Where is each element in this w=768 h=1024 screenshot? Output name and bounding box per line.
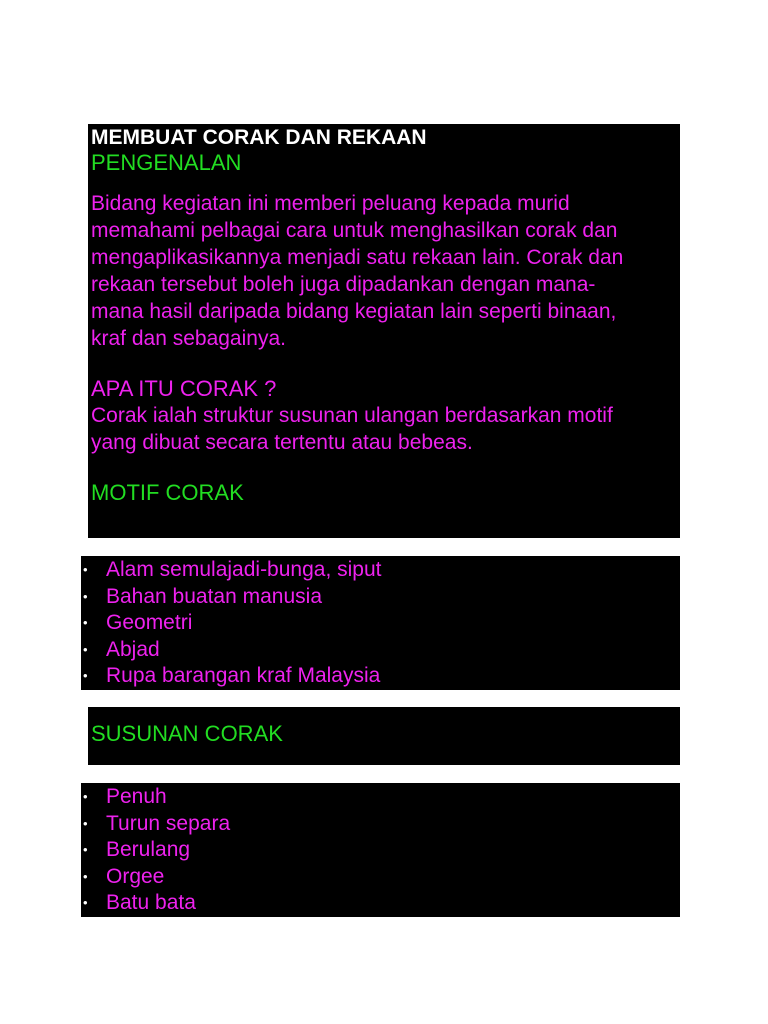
what-line: yang dibuat secara tertentu atau bebeas. (91, 431, 473, 454)
list-item: • Geometri (81, 610, 680, 637)
arrangement-heading-block (88, 707, 680, 765)
list-item: • Orgee (81, 864, 680, 891)
list-item: • Bahan buatan manusia (81, 584, 680, 611)
arrangement-list-block (81, 783, 680, 917)
motif-list-block (81, 556, 680, 690)
intro-line: kraf dan sebagainya. (91, 327, 286, 350)
bullet-icon: • (83, 842, 88, 858)
list-item: • Penuh (81, 784, 680, 811)
intro-line: mana hasil daripada bidang kegiatan lain seperti binaan, (91, 300, 617, 323)
list-item: • Turun separa (81, 811, 680, 838)
arrangement-heading: SUSUNAN CORAK (91, 721, 283, 746)
arrangement-list (81, 784, 680, 917)
list-item: • Berulang (81, 837, 680, 864)
page-title: MEMBUAT CORAK DAN REKAAN (91, 126, 427, 149)
what-heading: APA ITU CORAK ? (91, 376, 277, 401)
motif-heading: MOTIF CORAK (91, 480, 244, 505)
list-item: • Batu bata (81, 890, 680, 917)
intro-line: mengaplikasikannya menjadi satu rekaan lain. Corak dan (91, 246, 624, 269)
list-item: • Abjad (81, 637, 680, 664)
bullet-icon: • (83, 815, 88, 831)
bullet-icon: • (83, 615, 88, 631)
intro-block (88, 124, 680, 538)
list-item: • Rupa barangan kraf Malaysia (81, 663, 680, 690)
bullet-icon: • (83, 562, 88, 577)
intro-line: rekaan tersebut boleh juga dipadankan dengan mana- (91, 273, 596, 296)
motif-list (81, 557, 680, 690)
bullet-icon: • (83, 895, 88, 911)
bullet-icon: • (83, 868, 88, 884)
bullet-icon: • (83, 668, 88, 684)
intro-heading: PENGENALAN (91, 150, 242, 175)
list-item: • Alam semulajadi-bunga, siput (81, 557, 680, 584)
what-line: Corak ialah struktur susunan ulangan berdasarkan motif (91, 404, 613, 427)
intro-line: memahami pelbagai cara untuk menghasilkan corak dan (91, 219, 618, 242)
bullet-icon: • (83, 641, 88, 657)
bullet-icon: • (83, 588, 88, 604)
intro-line: Bidang kegiatan ini memberi peluang kepada murid (91, 192, 570, 215)
bullet-icon: • (83, 789, 88, 804)
